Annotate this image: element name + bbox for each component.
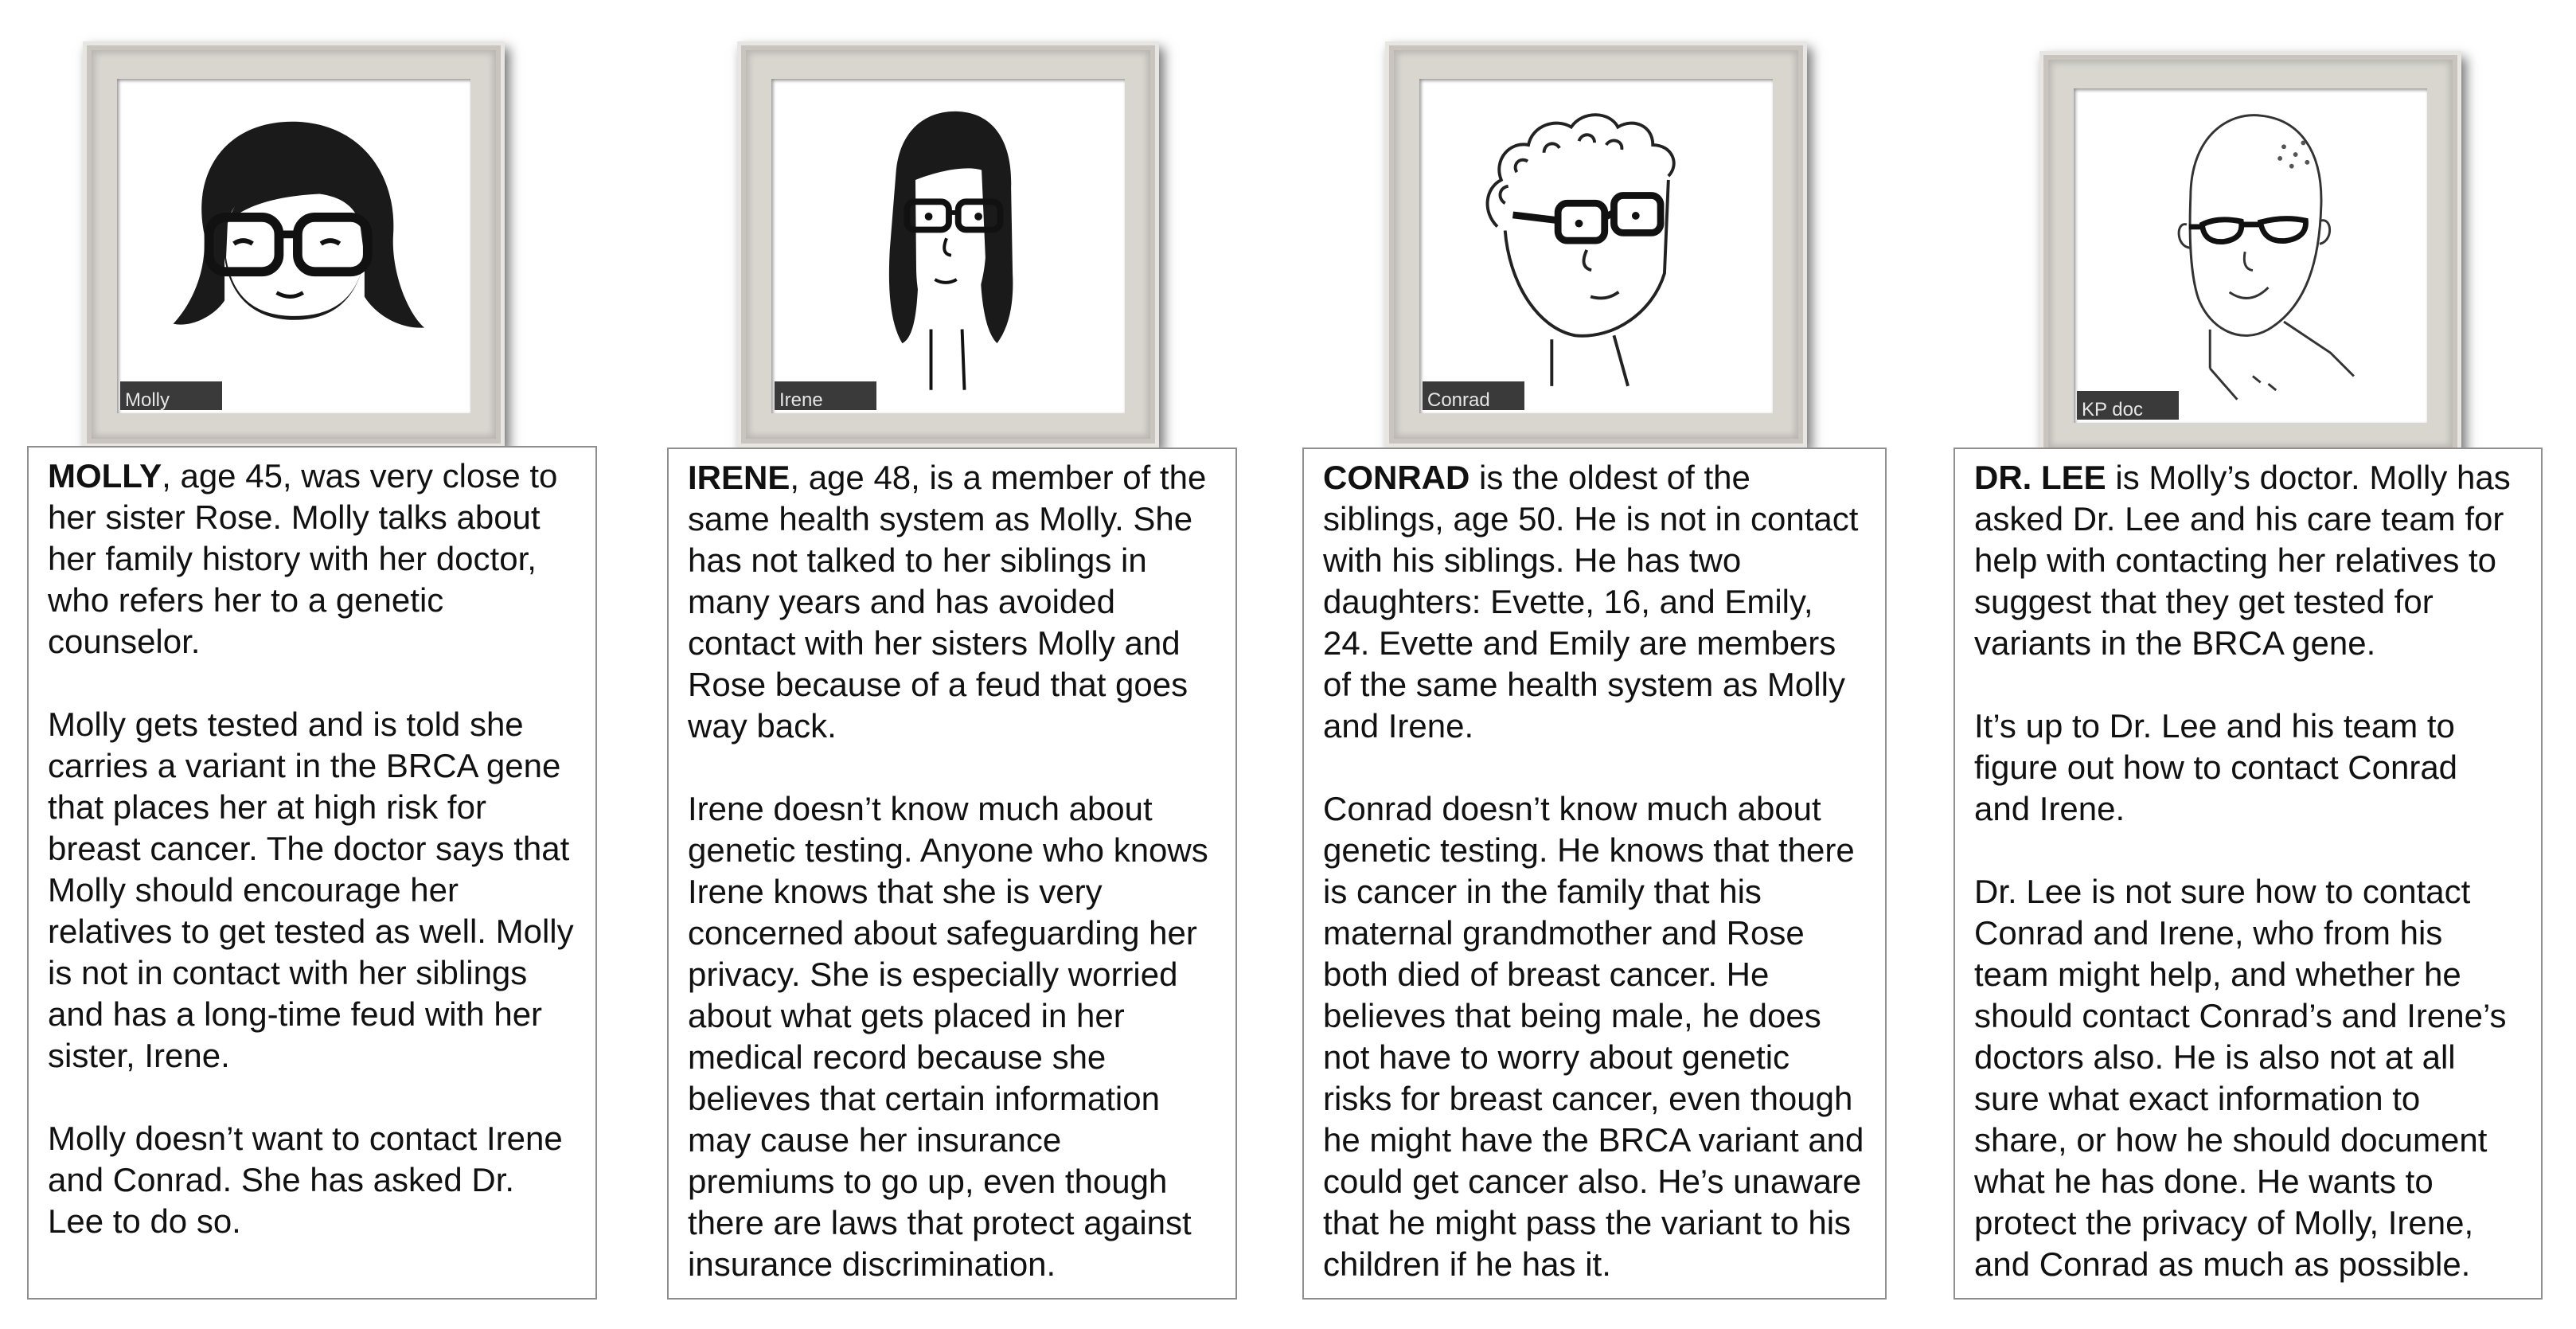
- card-paragraph: [48, 455, 576, 663]
- portrait-frame-drlee: [2039, 51, 2461, 457]
- card-text: is the oldest of the siblings, age 50. He is not in contact with his siblings. He has two daughters: Evette, 16, and Emily, 24. Evette and Emily are members of the same health system as Molly and Irene.: [1323, 459, 1859, 745]
- card-text: , age 48, is a member of the same health system as Molly. She has not talked to her siblings in many years and has avoided contact with her sisters Molly and Rose because of a feud that goes way back.: [688, 459, 1207, 745]
- portrait-tag: Irene: [775, 381, 876, 410]
- card-name: CONRAD: [1323, 459, 1470, 496]
- portrait-frame-irene: [737, 41, 1159, 448]
- card-name: IRENE: [688, 459, 790, 496]
- portrait-frame-molly: [83, 41, 505, 448]
- card-paragraph: Conrad doesn’t know much about genetic testing. He knows that there is cancer in the family that his maternal grandmother and Rose both died of breast cancer. He believes that being male, he does not have to worry about genetic risks for breast cancer, even though he might have the BRCA variant and could get cancer also. He’s unaware that he might pass the variant to his children if he has it.: [1323, 790, 1864, 1283]
- card-molly: [27, 446, 597, 1300]
- portrait-frame-conrad: [1385, 41, 1807, 448]
- card-paragraph: Irene doesn’t know much about genetic testing. Anyone who knows Irene knows that she is very concerned about safeguarding her privacy. She is especially worried about what gets placed in her medical record because she believes that certain information may cause her insurance premiums to go up, even though there are laws that protect against insurance discrimination.: [688, 790, 1208, 1283]
- card-paragraph: It’s up to Dr. Lee and his team to figure out how to contact Conrad and Irene.: [1974, 707, 2458, 827]
- card-paragraph: Molly gets tested and is told she carries a variant in the BRCA gene that places her at high risk for breast cancer. The doctor says that Molly should encourage her relatives to get tested as well. Molly is not in contact with her siblings and has a long-time feud with her sister, Irene.: [48, 706, 574, 1074]
- portrait-canvas: [1419, 79, 1773, 413]
- woman-with-long-hair-and-glasses-icon: [771, 79, 1125, 413]
- card-paragraph: Dr. Lee is not sure how to contact Conrad and Irene, who from his team might help, and whether he should contact Conrad’s and Irene’s doctors also. He is also not at all sure what exact information to share, or how he should document what he has done. He wants to protect the privacy of Molly, Irene, and Conrad as much as possible.: [1974, 873, 2507, 1283]
- portrait-canvas: [771, 79, 1125, 413]
- card-text: is Molly’s doctor. Molly has asked Dr. Lee and his care team for help with contacting her relatives to suggest that they get tested for variants in the BRCA gene.: [1974, 459, 2511, 662]
- card-irene: [667, 448, 1237, 1300]
- card-conrad: [1302, 448, 1887, 1300]
- portrait-canvas: [2074, 88, 2427, 423]
- card-drlee: [1953, 448, 2543, 1300]
- card-name: DR. LEE: [1974, 459, 2106, 496]
- bald-man-with-glasses-icon: [2074, 88, 2427, 423]
- portrait-tag: Molly: [120, 381, 222, 410]
- card-name: MOLLY: [48, 457, 162, 494]
- card-text: , age 45, was very close to her sister Rose. Molly talks about her family history with her doctor, who refers her to a genetic counselor.: [48, 457, 558, 660]
- card-paragraph: Molly doesn’t want to contact Irene and Conrad. She has asked Dr. Lee to do so.: [48, 1120, 563, 1240]
- card-paragraph: [1974, 457, 2522, 664]
- woman-with-bob-and-glasses-icon: [117, 79, 470, 413]
- portrait-canvas: [117, 79, 470, 413]
- man-with-curly-hair-and-glasses-icon: [1419, 79, 1773, 413]
- card-paragraph: [1323, 457, 1866, 747]
- portrait-tag: KP doc: [2077, 391, 2179, 420]
- portrait-tag: Conrad: [1423, 381, 1524, 410]
- card-paragraph: [688, 457, 1216, 747]
